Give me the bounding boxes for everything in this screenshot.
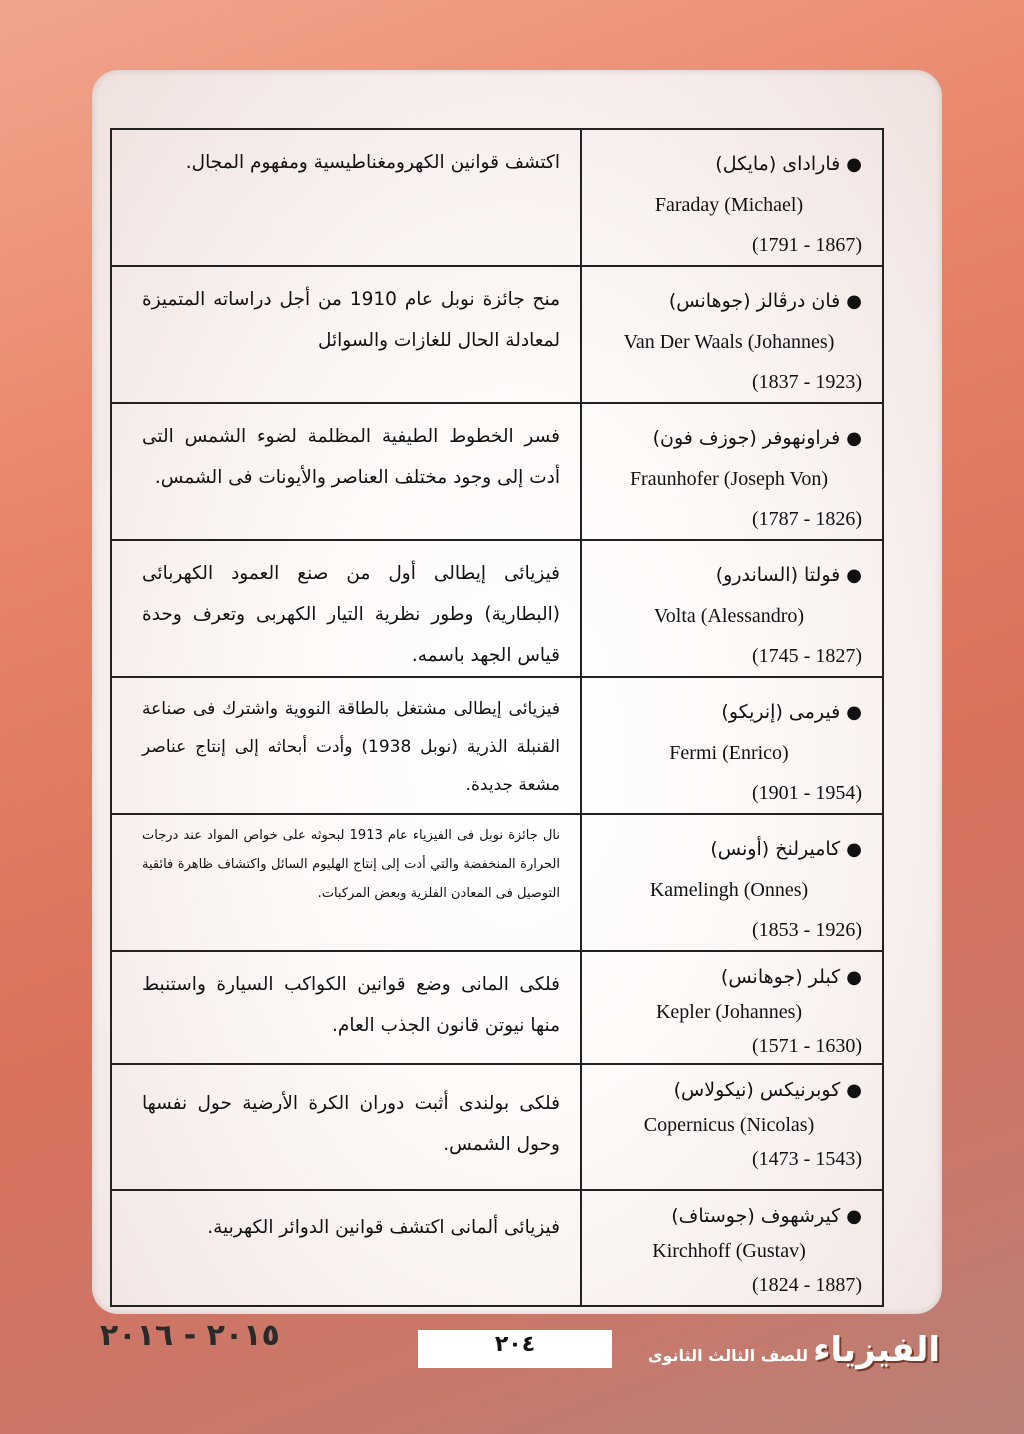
scientist-name-english: Volta (Alessandro) — [653, 605, 805, 627]
scientist-name-english: Copernicus (Nicolas) — [643, 1114, 815, 1136]
table-row — [111, 540, 883, 677]
scientist-name-english: Fermi (Enrico) — [669, 742, 789, 764]
bullet-icon: ● — [846, 428, 862, 449]
scientist-name-english: Kamelingh (Onnes) — [649, 879, 809, 901]
scientist-years: (1745 - 1827) — [752, 645, 862, 667]
table-row — [111, 814, 883, 951]
scientist-description: نال جائزة نوبل فى الفيزياء عام 1913 لبحوثه على خواص المواد عند درجات الحرارة المنخفضة والتي أدت إلى إنتاج الهليوم السائل واكتشاف ظاهرة فائقية التوصيل فى المعادن الفلزية وبعض المركبات. — [142, 828, 560, 901]
scientist-description: فيزيائى إيطالى أول من صنع العمود الكهربائى (البطارية) وطور نظرية التيار الكهربى وتعرف وحدة قياس الجهد باسمه. — [142, 563, 560, 666]
scientist-description: منح جائزة نوبل عام 1910 من أجل دراساته المتميزة لمعادلة الحال للغازات والسوائل — [142, 289, 560, 351]
scientist-years: (1901 - 1954) — [752, 782, 862, 804]
scientist-description: فسر الخطوط الطيفية المظلمة لضوء الشمس التى أدت إلى وجود مختلف العناصر والأيونات فى الشمس. — [142, 426, 560, 488]
table-row — [111, 1190, 883, 1306]
bullet-icon: ● — [846, 1080, 862, 1101]
scientist-name-arabic: فارادای (مایکل) — [715, 153, 841, 175]
footer-academic-year: ٢٠١٥ - ٢٠١٦ — [100, 1318, 280, 1353]
book-title-main: الفيزياء — [813, 1330, 940, 1370]
scientist-name-arabic: فراونهوفر (جوزف فون) — [652, 427, 841, 449]
page-number: ٢٠٤ — [418, 1330, 612, 1368]
scientist-years: (1787 - 1826) — [752, 508, 862, 530]
book-title-sub: للصف الثالث الثانوى — [647, 1346, 809, 1365]
bullet-icon: ● — [846, 291, 862, 312]
book-title — [648, 1330, 940, 1370]
table-row — [111, 129, 883, 266]
scientist-name-arabic: فولتا (الساندرو) — [715, 564, 841, 586]
bullet-icon: ● — [846, 154, 862, 175]
scientist-description: فلكى المانى وضع قوانين الكواكب السيارة واستنبط منها نيوتن قانون الجذب العام. — [142, 974, 560, 1036]
scientist-years: (1571 - 1630) — [752, 1035, 862, 1057]
scientist-name-arabic: كاميرلنخ (أونس) — [710, 838, 841, 860]
scientist-description: فيزيائى إيطالى مشتغل بالطاقة النووية واشترك فى صناعة القنبلة الذرية (نوبل 1938) وأدت أبحاثه إلى إنتاج عناصر مشعة جديدة. — [142, 699, 560, 795]
table-row — [111, 1064, 883, 1190]
scientist-name-english: Faraday (Michael) — [654, 194, 804, 216]
scientist-name-arabic: كبلر (جوهانس) — [720, 966, 841, 988]
scientists-table — [110, 128, 884, 1307]
bullet-icon: ● — [846, 702, 862, 723]
bullet-icon: ● — [846, 565, 862, 586]
bullet-icon: ● — [846, 1206, 862, 1227]
scientist-years: (1837 - 1923) — [752, 371, 862, 393]
scientist-description: اكتشف قوانين الكهرومغناطيسية ومفهوم المجال. — [185, 152, 560, 173]
scientist-name-english: Kepler (Johannes) — [655, 1001, 803, 1023]
scientist-name-arabic: فان درڤالز (جوهانس) — [668, 290, 841, 312]
scientist-years: (1473 - 1543) — [752, 1148, 862, 1170]
scientist-name-arabic: كيرشهوف (جوستاف) — [671, 1205, 841, 1227]
scientist-description: فيزيائى ألمانى اكتشف قوانين الدوائر الكهربية. — [207, 1217, 560, 1238]
table-row — [111, 951, 883, 1064]
bullet-icon: ● — [846, 967, 862, 988]
bullet-icon: ● — [846, 839, 862, 860]
scientist-name-arabic: فيرمى (إنريكو) — [721, 701, 841, 723]
scientist-years: (1824 - 1887) — [752, 1274, 862, 1296]
table-row — [111, 403, 883, 540]
scientist-name-arabic: كوبرنيكس (نيكولاس) — [673, 1079, 841, 1101]
scientist-years: (1853 - 1926) — [752, 919, 862, 941]
scientist-years: (1791 - 1867) — [752, 234, 862, 256]
scientist-name-english: Fraunhofer (Joseph Von) — [629, 468, 829, 490]
scientist-description: فلكى بولندى أثبت دوران الكرة الأرضية حول نفسها وحول الشمس. — [142, 1093, 560, 1155]
scientist-name-english: Van Der Waals (Johannes) — [623, 331, 835, 353]
scientist-name-english: Kirchhoff (Gustav) — [652, 1240, 806, 1262]
table-row — [111, 677, 883, 814]
table-row — [111, 266, 883, 403]
